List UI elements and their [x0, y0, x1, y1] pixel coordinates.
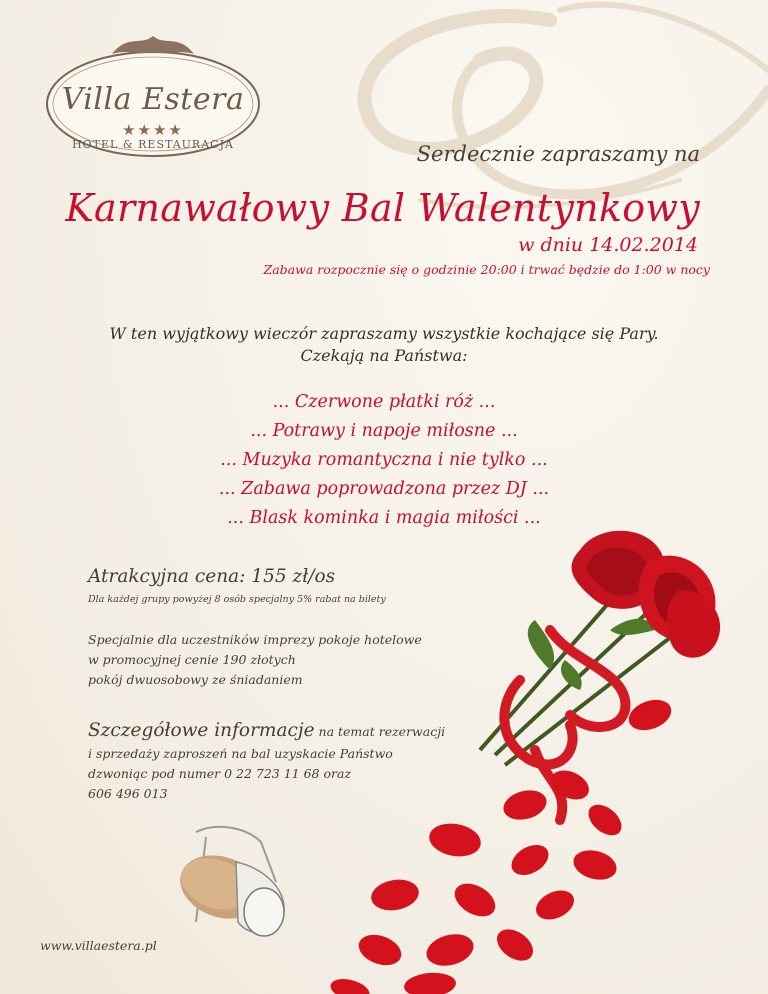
special-offer-line: w promocyjnej cenie 190 złotych — [88, 652, 296, 667]
invite-line: Serdecznie zapraszamy na — [416, 142, 700, 166]
website-link[interactable]: www.villaestera.pl — [40, 938, 157, 953]
event-date: w dniu 14.02.2014 — [518, 234, 698, 256]
logo-stars-icon: ★★★★ — [122, 121, 184, 139]
special-offer-line: pokój dwuosobowy ze śniadaniem — [88, 672, 303, 687]
info-heading-rest: na temat rezerwacji — [314, 724, 446, 739]
info-line: dzwoniąc pod numer 0 22 723 11 68 oraz — [88, 766, 352, 781]
champagne-cork-icon — [166, 822, 296, 944]
info-line: 606 496 013 — [88, 786, 168, 801]
special-offer-line: Specjalnie dla uczestników imprezy pokoje hotelowe — [88, 632, 422, 647]
logo-name: Villa Estera — [61, 82, 245, 117]
attraction-item: ... Blask kominka i magia miłości ... — [227, 508, 541, 528]
intro-line-1: W ten wyjątkowy wieczór zapraszamy wszystkie kochające się Pary. — [109, 324, 659, 343]
info-heading-main: Szczegółowe informacje — [88, 720, 315, 741]
price-line: Atrakcyjna cena: 155 zł/os — [88, 566, 336, 587]
attraction-item: ... Muzyka romantyczna i nie tylko ... — [220, 450, 548, 470]
roses-and-petals-icon — [320, 520, 768, 994]
hotel-logo — [42, 30, 264, 158]
discount-line: Dla każdej grupy powyżej 8 osób specjalny 5% rabat na bilety — [88, 594, 386, 605]
info-line: i sprzedaży zaproszeń na bal uzyskacie Państwo — [88, 746, 393, 761]
event-title: Karnawałowy Bal Walentynkowy — [65, 186, 700, 230]
event-time: Zabawa rozpocznie się o godzinie 20:00 i trwać będzie do 1:00 w nocy — [263, 262, 710, 277]
logo-subtitle: HOTEL & RESTAURACJA — [72, 138, 234, 151]
attraction-item: ... Potrawy i napoje miłosne ... — [250, 421, 518, 441]
intro-line-2: Czekają na Państwa: — [300, 346, 468, 365]
attraction-item: ... Zabawa poprowadzona przez DJ ... — [218, 479, 550, 499]
attraction-item: ... Czerwone płatki róż ... — [272, 392, 496, 412]
